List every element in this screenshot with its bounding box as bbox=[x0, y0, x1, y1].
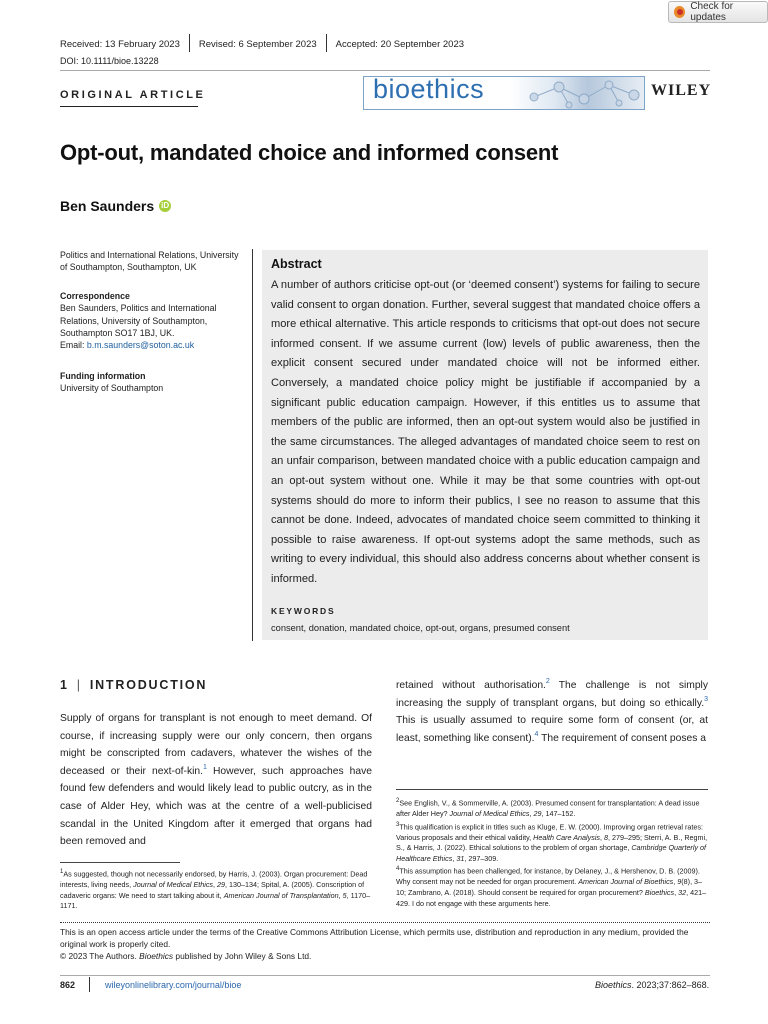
author-line bbox=[60, 198, 171, 214]
doi: DOI: 10.1111/bioe.13228 bbox=[60, 56, 159, 66]
footnote-text: , 147–152. bbox=[541, 808, 576, 818]
abstract-heading: Abstract bbox=[271, 257, 322, 271]
copyright-text: published by John Wiley & Sons Ltd. bbox=[173, 951, 312, 962]
license-block bbox=[60, 926, 710, 963]
footnote-number: 1 bbox=[60, 869, 64, 875]
footnote-text: , bbox=[673, 877, 678, 887]
check-for-updates-label: Check for updates bbox=[690, 1, 734, 23]
paragraph-text: This is usually assumed to require some form of consent (or, at least, something like consent). bbox=[396, 715, 708, 744]
abstract-side-rule bbox=[252, 249, 253, 641]
orcid-icon[interactable]: iD bbox=[161, 201, 170, 210]
footnote-text: , bbox=[529, 808, 534, 818]
journal-name: American Journal of Transplantation bbox=[223, 890, 339, 900]
check-for-updates-button[interactable] bbox=[668, 1, 768, 23]
volume: 8 bbox=[604, 832, 609, 842]
correspondence-heading: Correspondence bbox=[60, 291, 130, 301]
email-label: Email: bbox=[60, 340, 87, 351]
footnote-2 bbox=[396, 796, 708, 820]
article-title: Opt-out, mandated choice and informed consent bbox=[60, 140, 559, 165]
volume: 9 bbox=[677, 877, 682, 887]
footnote-ref[interactable]: 3 bbox=[704, 695, 708, 703]
footnote-ref[interactable]: 2 bbox=[545, 678, 550, 685]
footnote-1 bbox=[60, 867, 372, 912]
body-left-column bbox=[60, 710, 372, 851]
abstract-box bbox=[262, 250, 708, 640]
footnote-text: , bbox=[674, 887, 679, 897]
correspondence-text: Ben Saunders, Politics and International Relations, University of Southampton, Southampton SO17 1BJ, UK. bbox=[60, 303, 217, 338]
footnote-3 bbox=[396, 820, 708, 865]
license-text: This is an open access article under the terms of the Creative Commons Attribution License, which permits use, distribution and reproduction in any medium, provided the original work is properly cited. bbox=[60, 927, 689, 950]
received-date: Received: 13 February 2023 bbox=[60, 39, 180, 50]
paragraph-text: However, such approaches have found few defenders and would likely lead to public outcry, as in the case of Alder Hey, which was at the centre of a well-publicised scandal in the United Kingdom after it emerged that organs had been removed and bbox=[60, 765, 373, 848]
footer-divider bbox=[89, 977, 90, 992]
affiliation: Politics and International Relations, University of Southampton, Southampton, UK bbox=[60, 250, 239, 273]
license-rule bbox=[60, 922, 710, 923]
journal-logo: bioethics bbox=[373, 76, 485, 104]
footnote-text: , 279–295; Sterri, A. B., Regmi, S., & Harris, J. (2022). Ethical solutions to the problem of organ shortage, bbox=[396, 832, 708, 853]
article-history bbox=[60, 38, 473, 52]
footnote-ref[interactable]: 1 bbox=[203, 763, 207, 771]
header-rule bbox=[60, 70, 710, 71]
volume: 31 bbox=[456, 853, 465, 863]
footnote-ref[interactable]: 4 bbox=[534, 730, 539, 738]
accepted-date: Accepted: 20 September 2023 bbox=[335, 39, 465, 50]
footnote-4 bbox=[396, 864, 708, 909]
footnote-text: This qualification is explicit in titles such as Kluge, E. W. (2000). Improving organ retrieval rates: Various proposals and their ethical validity, bbox=[396, 821, 703, 842]
footnote-text: , 130–134; Spital, A. (2005). Conscription of cadaveric organs: We need to start talking about it, bbox=[60, 879, 365, 900]
journal-name: Bioethics bbox=[595, 980, 632, 990]
journal-name: Journal of Medical Ethics bbox=[133, 879, 214, 889]
volume: 32 bbox=[678, 887, 687, 897]
footnote-text: , bbox=[452, 853, 457, 863]
footnote-number: 3 bbox=[396, 821, 400, 828]
page-number: 862 bbox=[60, 980, 76, 990]
body-right-column bbox=[396, 677, 708, 747]
citation-text: . 2023;37:862–868. bbox=[631, 980, 710, 990]
footnote-text: As suggested, though not necessarily endorsed, by Harris, J. (2003). Organ procurement: Dead interests, living needs, bbox=[60, 869, 368, 889]
volume: 29 bbox=[533, 808, 542, 818]
email-link[interactable]: b.m.saunders@soton.ac.uk bbox=[86, 340, 195, 351]
section-number: 1 bbox=[60, 678, 69, 692]
journal-url-link[interactable]: wileyonlinelibrary.com/journal/bioe bbox=[105, 980, 242, 990]
footnotes-right bbox=[396, 796, 708, 909]
keywords-heading: KEYWORDS bbox=[271, 606, 336, 616]
footer-citation bbox=[595, 980, 709, 990]
footnote-text: See English, V., & Sommerville, A. (2003). Presumed consent for transplantation: A dead issue after Alder Hey? bbox=[396, 798, 700, 818]
section-title: INTRODUCTION bbox=[89, 678, 208, 692]
footer-rule bbox=[60, 975, 710, 976]
funding-block bbox=[60, 370, 245, 395]
volume: 29 bbox=[217, 879, 226, 889]
paragraph-text: Supply of organs for transplant is not enough to meet demand. Of course, if increasing supply were our only concern, then organs might be conscripted from cadavers, whatever the wishes of the deceased or their next-of-kin. bbox=[60, 713, 372, 777]
copyright-line bbox=[60, 950, 710, 962]
paragraph-text: retained without authorisation. bbox=[396, 680, 546, 691]
author-name[interactable]: Ben Saunders bbox=[60, 198, 155, 214]
footnote-text: , bbox=[213, 879, 218, 889]
section-label: ORIGINAL ARTICLE bbox=[60, 89, 206, 101]
footnote-rule bbox=[60, 862, 180, 863]
keywords-text: consent, donation, mandated choice, opt-out, organs, presumed consent bbox=[271, 623, 570, 633]
molecule-graphic bbox=[364, 77, 644, 109]
footnote-text: This assumption has been challenged, for instance, by Delaney, J., & Hershenov, D. B. (2009). Why consent may not be needed for organ procurement. bbox=[396, 866, 700, 887]
paragraph-text: The requirement of consent poses a bbox=[538, 732, 706, 744]
section-label-underline bbox=[60, 106, 198, 107]
footnote-text: , bbox=[338, 890, 343, 900]
journal-name: Health Care Analysis bbox=[533, 832, 601, 842]
footnote-text: , bbox=[600, 832, 605, 842]
publisher-logo: WILEY bbox=[651, 82, 712, 99]
footnote-text: , 297–309. bbox=[464, 853, 499, 863]
revised-date: Revised: 6 September 2023 bbox=[198, 39, 317, 50]
volume: 5 bbox=[342, 890, 347, 900]
crossmark-icon bbox=[674, 6, 685, 18]
journal-name: Bioethics bbox=[139, 951, 174, 962]
journal-name: Cambridge Quarterly of Healthcare Ethics bbox=[396, 843, 707, 863]
correspondence-block bbox=[60, 290, 245, 351]
journal-name: Journal of Medical Ethics bbox=[449, 808, 530, 818]
journal-banner bbox=[363, 76, 645, 110]
footnote-text: , 1170–1171. bbox=[60, 890, 371, 911]
paragraph-text: The challenge is not simply increasing the supply of transplant organs, but doing so ethically. bbox=[396, 680, 708, 709]
footnote-rule bbox=[396, 789, 708, 790]
funding-heading: Funding information bbox=[60, 371, 146, 381]
footnote-text: , 421–429. I do not engage with these arguments here. bbox=[396, 887, 707, 908]
footnote-number: 4 bbox=[396, 866, 400, 873]
journal-name: American Journal of Bioethics bbox=[578, 877, 674, 887]
journal-name: Bioethics bbox=[644, 887, 675, 897]
funding-text: University of Southampton bbox=[60, 383, 164, 394]
footnote-number: 2 bbox=[396, 798, 400, 804]
copyright-text: © 2023 The Authors. bbox=[60, 951, 140, 962]
footnote-text: (8), 3–10; Zambrano, A. (2018). Should consent be required for organ procurement? bbox=[396, 877, 703, 897]
section-heading: 1 | INTRODUCTION bbox=[60, 678, 208, 692]
abstract-text: A number of authors criticise opt-out (or ‘deemed consent’) systems for failing to secure valid consent to organ donation. Further, several suggest that mandated choice offers a more ethical alternative. This article responds to criticisms that opt-out does not secure informed consent. If we assume current (low) levels of public awareness, then the explicit consent secured under mandated choice will not be informed either. Conversely, a mandated choice policy might be justifiable if accompanied by a significant public education campaign. However, if this entitles us to assume that members of the public are informed, then an opt-out system would also be justified in the same circumstances. The alleged advantages of mandated choice seem to rest on an unfair comparison, between mandated choice with a public education campaign and an opt-out system without one. While it may be that some countries with opt-out systems should do more to inform their publics, I see no reason to assume that this cannot be done. Indeed, advocates of mandated choice seem committed to thinking it possible to raise awareness. If opt-out systems adopt the same methods, such as writing to every individual, this should also address concerns about whether consent is informed. bbox=[271, 279, 700, 585]
